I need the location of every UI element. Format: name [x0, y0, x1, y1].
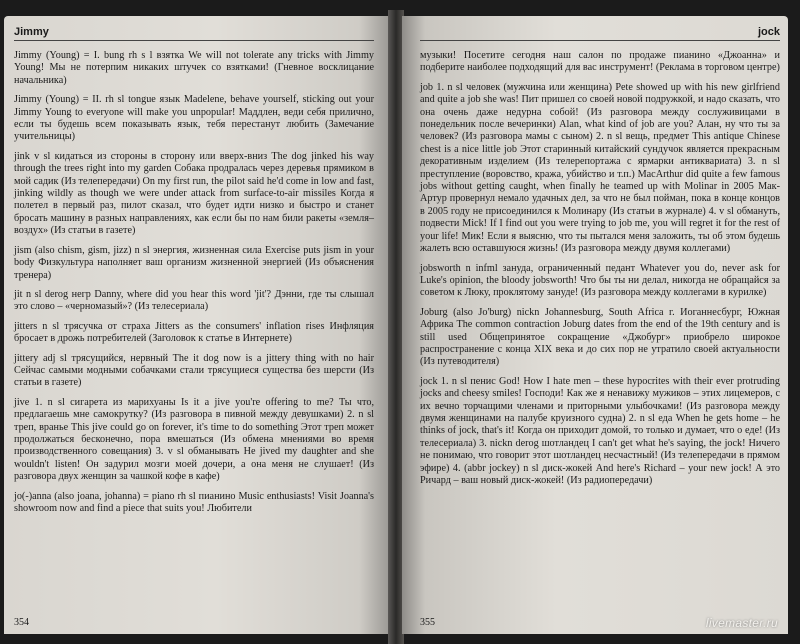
dictionary-entry: job 1. n sl человек (мужчина или женщина) Pete showed up with his new girlfriend and quite a job she was! Пит пришел со своей новой подружкой, и надо сказать, что она очень даже недурна собой! (Из разговора между сослуживицами в понедельник после вечеринки) Alan, what kind of job are you? Алан, ну что ты за человек? (Из разговора мамы с сыном) 2. n sl вещь, предмет This antique Chinese chest is a nice little job Этот старинный китайский сундучок является прекрасным декоративным изделием (Из телерепортажа с ярмарки антиквариата) 3. n sl преступление (воровство, кража, убийство и т.п.) MacArthur did quite a few famous jobs without getting caught, when finally he teamed up with Molinar in 2005 Мак-Артур провернул немало удачных дел, за что не был пойман, пока в конце концов в 2005 году не присоединился к Молинару (Из статьи в журнале) 4. v sl обмануть, подвести Mick! If I find out you were trying to job me, you will regret it for the rest of your life! Мик! Если я выясню, что ты пытался меня заложить, ты об этом будешь жалеть всю оставшуюся жизнь! (Из разговора между двумя коллегами) — [420, 81, 780, 255]
right-running-head: jock — [420, 26, 780, 41]
dictionary-entry: Jimmy (Young) = I. bung rh s l взятка We will not tolerate any tricks with Jimmy Young! Мы не потерпим никаких штучек со взятками! (Гневное восклицание начальника) — [14, 50, 374, 86]
dictionary-entry: jitters n sl трясучка от страха Jitters as the consumers' inflation rises Инфляция бросает в дрожь потребителей (Заголовок к статье в Интернете) — [14, 320, 374, 345]
dictionary-entry: jo(-)anna (also joana, johanna) = piano rh sl пианино Music enthusiasts! Visit Joanna's showroom now and find a piece that suits you! Любители — [14, 490, 374, 514]
left-running-head: Jimmy — [14, 26, 374, 41]
left-page — [4, 16, 390, 634]
right-page — [402, 16, 788, 634]
dictionary-entry: jock 1. n sl пенис God! How I hate men – these hypocrites with their ever protruding jocks and cheesy smiles! Господи! Как же я ненавижу мужиков – этих лицемеров, с их вечно торчащими членами и приторными улыбочками! (Из разговора между двумя женщинами на палубе круизного судна) 2. n sl еда When he gets home – he thinks of jock, that's it! Когда он приходит домой, то только и думает, что о еде! (Из телесериала) 3. nickn derog шотландец I can't get what he's saying, the jock! Ничего не понимаю, что говорит этот шотландец несчастный! (Из телепередачи в прямом эфире) 4. (abbr jockey) n sl диск-жокей And here's Richard – your new jock! А это Ричард – ваш новый диск-жокей! (Из радиопередачи) — [420, 375, 780, 486]
dictionary-entry: jive 1. n sl сигарета из марихуаны Is it a jive you're offering to me? Ты что, предлагаешь мне самокрутку? (Из разговора в пивной между девушками) 2. n sl треп, вранье This jive could go on forever, it's time to do something Этот треп может продолжаться бесконечно, пора вмешаться (Из обмена мнениями во время производственного совещания) 3. v sl обманывать He jived my daughter and she wouldn't listen! Он задурил мозги моей дочери, а она меня не слушает! (Из разговора двух женщин за чашкой кофе в кафе) — [14, 396, 374, 483]
dictionary-entry: jink v sl кидаться из стороны в сторону или вверх-вниз The dog jinked his way through the trees right into my garden Собака продралась через деревья прямиком в мой садик (Из телепередачи) On my first run, the pilot said he'd come in low and fast, jinking wildly as though we were under attack from surface-to-air missiles Когда я полетел в первый раз, пилот сказал, что будет идти низко и быстро и станет бросать машину в разных направлениях, как если бы по нам били ракеты «земля–воздух» (Из статьи в газете) — [14, 150, 374, 237]
right-page-number: 355 — [420, 617, 435, 628]
dictionary-entry: jism (also chism, gism, jizz) n sl энергия, жизненная сила Exercise puts jism in your body Физкультура наполняет ваш организм жизненной энергией (Из объяснения тренера) — [14, 244, 374, 281]
left-page-number: 354 — [14, 617, 29, 628]
dictionary-entry: Jimmy (Young) = II. rh sl tongue язык Madelene, behave yourself, sticking out your Jimmy Young to everyone will make you unpopular! Маддлен, веди себя прилично, если ты будешь всем показывать язык, тебя перестанут любить (Замечание учительницы) — [14, 94, 374, 143]
site-watermark: livemaster.ru — [705, 616, 778, 630]
dictionary-entry: jobsworth n infml зануда, ограниченный педант Whatever you do, never ask for Luke's opinion, the bloody jobsworth! Что бы ты ни делал, никогда не обращайся за советом к Люку, проклятому зануде! (Из разговора между коллегами в курилке) — [420, 262, 780, 299]
dictionary-entry: jittery adj sl трясущийся, нервный The it dog now is a jittery thing with no hair Сейчас самыми модными собачками стали трясущиеся существа без шерсти (Из статьи в газете) — [14, 352, 374, 389]
dictionary-entry: jit n sl derog негр Danny, where did you hear this word 'jit'? Дэнни, где ты слышал это слово – «черномазый»? (Из телесериала) — [14, 288, 374, 313]
dictionary-entry: Joburg (also Jo'burg) nickn Johannesburg, South Africa г. Иоганнесбург, Южная Африка The common contraction Joburg dates from the end of the 19th century and is still used Общепринятое сокращение «Джобург» приобрело широкое распространение с конца XIX века и до сих пор не утратило своей актуальности (Из путеводителя) — [420, 306, 780, 368]
dictionary-entry: музыки! Посетите сегодня наш салон по продаже пианино «Джоанна» и подберите наиболее подходящий для вас инструмент! (Реклама в торговом центре) — [420, 50, 780, 74]
